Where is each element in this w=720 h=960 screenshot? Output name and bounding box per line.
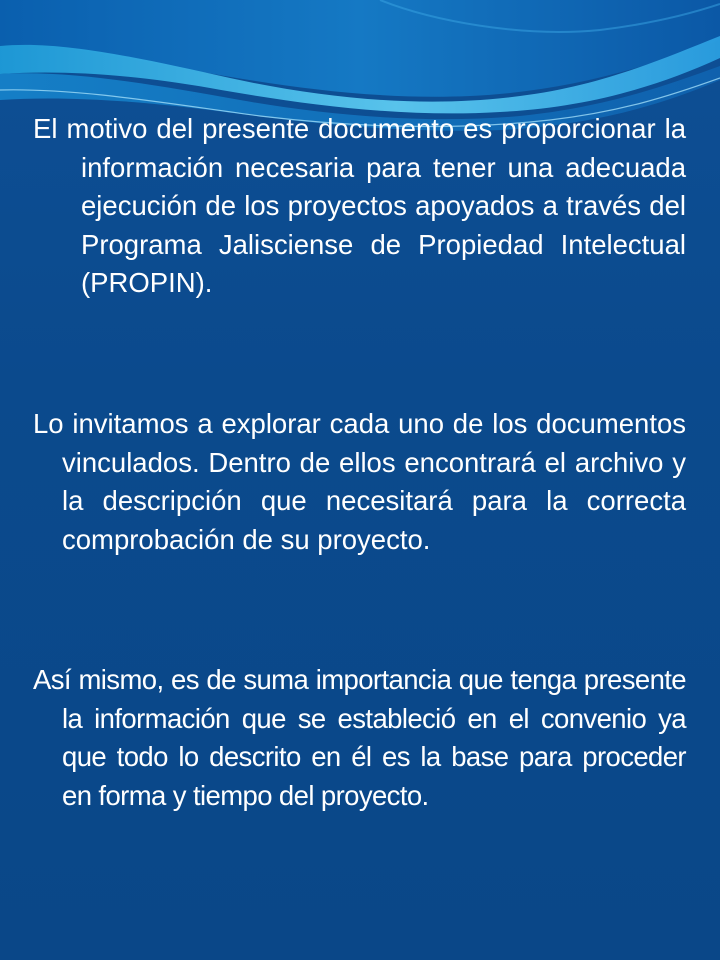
paragraph-importance: Así mismo, es de suma importancia que tenga presente la información que se estableció en el convenio ya que todo lo descrito en él es la base para proceder en forma y tiempo del proyecto.: [33, 664, 686, 811]
paragraph-purpose: El motivo del presente documento es proporcionar la información necesaria para tener una adecuada ejecución de los proyectos apoyados a través del Programa Jalisciense de Propiedad Intelectual (PROPIN).: [33, 113, 686, 298]
paragraph-invitation: Lo invitamos a explorar cada uno de los documentos vinculados. Dentro de ellos encontrará el archivo y la descripción que necesitará para la correcta comprobación de su proyecto.: [33, 408, 686, 555]
